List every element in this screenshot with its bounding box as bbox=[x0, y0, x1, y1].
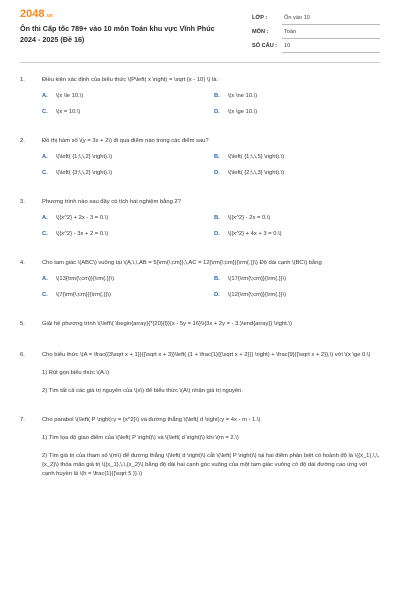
question-2 bbox=[20, 137, 380, 146]
sub-question: 2) Tìm tất cả các giá trị nguyên của \(x\) để biểu thức \(A\) nhận giá trị nguyên. bbox=[42, 388, 243, 394]
header-divider bbox=[20, 62, 380, 63]
question-text: Giải hệ phương trình \(\left\{ \begin{array}{*{20}{l}}{x - 5y = 16}\\{3x + 2y = - 3.}\end{array}} \right.\) bbox=[42, 321, 292, 327]
option-letter: A. bbox=[42, 93, 48, 99]
option-text: \(13{\rm{\;cm}}{\rm{.}}\) bbox=[55, 276, 115, 282]
option-text: \({x^2} - 2x = 0.\) bbox=[227, 215, 271, 221]
sub-question: 2) Tìm giá trị của tham số \(m\) để đường thẳng \(\left( d \right)\) cắt \(\left( P \right)\) tại hai điểm phân biệt có hoành độ là \({x_1},\,\,{x_2}\) thỏa mãn giá trị \({x_1},\,\,{x_2}\) bằng độ dài hai cạnh góc vuông của một tam giác vuông có độ dài đường cao ứng với cạnh huyền là \(h = \frac{1}{{\sqrt 5 }}.\) bbox=[42, 453, 380, 477]
option-letter: B. bbox=[214, 215, 220, 221]
question-6 bbox=[20, 351, 380, 360]
question-text: Cho tam giác \(ABC\) vuông tại \(A,\,\,AB = 5{\rm{\;cm}},\,AC = 12{\rm{\;cm}}{\rm{.}}\) Độ dài cạnh \(BC\) bằng bbox=[42, 260, 322, 266]
question-4 bbox=[20, 259, 380, 268]
site-logo[interactable] bbox=[20, 8, 53, 20]
exam-title-line2: 2024 - 2025 (Đề 16) bbox=[20, 35, 85, 44]
option-text: \({x^2} - 3x + 2 = 0.\) bbox=[55, 231, 109, 237]
option-a[interactable] bbox=[42, 93, 83, 99]
question-5 bbox=[20, 320, 380, 329]
option-letter: D. bbox=[214, 170, 220, 176]
logo-main: 2048 bbox=[20, 8, 45, 20]
option-c[interactable] bbox=[42, 231, 108, 237]
option-letter: B. bbox=[214, 154, 220, 160]
question-7 bbox=[20, 416, 380, 425]
question-number: 1. bbox=[20, 77, 25, 83]
meta-value: Toán bbox=[284, 29, 297, 35]
option-text: \(7{\rm{\;cm}}{\rm{.}}\) bbox=[55, 292, 111, 298]
options-row bbox=[42, 170, 380, 180]
option-d[interactable] bbox=[214, 292, 286, 298]
option-b[interactable] bbox=[214, 276, 286, 282]
options-row bbox=[42, 276, 380, 286]
meta-underline bbox=[282, 38, 380, 39]
meta-row-subject bbox=[250, 26, 380, 40]
question-number: 7. bbox=[20, 417, 25, 423]
option-letter: A. bbox=[42, 154, 48, 160]
exam-title-line1: Ôn thi Cấp tốc 789+ vào 10 môn Toán khu vực Vĩnh Phúc bbox=[20, 24, 215, 33]
question-text: Phương trình nào sau đây có tích hai nghiệm bằng 2? bbox=[42, 199, 181, 205]
option-text: \(\left( {1;\,\,2} \right).\) bbox=[55, 154, 113, 160]
option-text: \({x^2} + 4x + 3 = 0.\) bbox=[227, 231, 282, 237]
option-d[interactable] bbox=[214, 109, 257, 115]
exam-meta bbox=[250, 12, 380, 54]
meta-value: Ôn vào 10 bbox=[284, 15, 310, 21]
question-text: Cho biểu thức \(A = \frac{{3\sqrt x + 1}}{{\sqrt x + 3}}\left( {1 + \frac{1}{{\sqrt x + 2}}} \right) + \frac{9}{{\sqrt x + 2}},\) với \(x \ge 0.\) bbox=[42, 352, 371, 358]
option-letter: A. bbox=[42, 276, 48, 282]
option-letter: D. bbox=[214, 292, 220, 298]
question-text: Điều kiện xác định của biểu thức \(P\left( x \right) = \sqrt {x - 10} \) là: bbox=[42, 77, 219, 83]
option-letter: C. bbox=[42, 170, 48, 176]
meta-label: LỚP : bbox=[252, 15, 268, 21]
options-row bbox=[42, 93, 380, 103]
option-letter: A. bbox=[42, 215, 48, 221]
meta-row-class bbox=[250, 12, 380, 26]
question-number: 4. bbox=[20, 260, 25, 266]
option-letter: D. bbox=[214, 231, 220, 237]
question-text: Đồ thị hàm số \(y = 3x + 2\) đi qua điểm nào trong các điểm sau? bbox=[42, 138, 209, 144]
option-text: \(x = 10.\) bbox=[55, 109, 81, 115]
options-row bbox=[42, 109, 380, 119]
question-number: 5. bbox=[20, 321, 25, 327]
options-row bbox=[42, 292, 380, 302]
option-text: \(x \le 10.\) bbox=[55, 93, 84, 99]
option-a[interactable] bbox=[42, 215, 108, 221]
option-c[interactable] bbox=[42, 292, 111, 298]
option-b[interactable] bbox=[214, 215, 270, 221]
options-row bbox=[42, 215, 380, 225]
meta-value: 10 bbox=[284, 43, 291, 49]
option-a[interactable] bbox=[42, 154, 112, 160]
option-a[interactable] bbox=[42, 276, 114, 282]
option-text: \(\left( {1;\,\,5} \right).\) bbox=[227, 154, 285, 160]
meta-row-count bbox=[250, 40, 380, 54]
question-number: 6. bbox=[20, 352, 25, 358]
option-letter: B. bbox=[214, 93, 220, 99]
option-d[interactable] bbox=[214, 231, 282, 237]
exam-title bbox=[20, 23, 250, 45]
option-text: \(12{\rm{\;cm}}{\rm{.}}\) bbox=[227, 292, 287, 298]
option-b[interactable] bbox=[214, 93, 257, 99]
question-list bbox=[20, 76, 380, 479]
option-text: \(17{\rm{\;cm}}{\rm{.}}\) bbox=[227, 276, 287, 282]
option-text: \(\left( {2;\,\,3} \right).\) bbox=[227, 170, 285, 176]
options-row bbox=[42, 154, 380, 164]
question-3 bbox=[20, 198, 380, 207]
option-c[interactable] bbox=[42, 170, 112, 176]
option-text: \(x \ge 10.\) bbox=[227, 109, 258, 115]
question-number: 3. bbox=[20, 199, 25, 205]
option-text: \(x \ne 10.\) bbox=[227, 93, 258, 99]
option-letter: C. bbox=[42, 109, 48, 115]
option-letter: C. bbox=[42, 231, 48, 237]
question-1 bbox=[20, 76, 380, 85]
option-b[interactable] bbox=[214, 154, 284, 160]
option-d[interactable] bbox=[214, 170, 284, 176]
options-row bbox=[42, 231, 380, 241]
option-letter: B. bbox=[214, 276, 220, 282]
sub-question: 1) Tìm tọa độ giao điểm của \(\left( P \right)\) và \(\left( d \right)\) khi \(m = 2.\) bbox=[42, 435, 239, 441]
question-number: 2. bbox=[20, 138, 25, 144]
meta-label: MÔN : bbox=[252, 29, 269, 35]
option-letter: C. bbox=[42, 292, 48, 298]
option-text: \({x^2} + 2x - 3 = 0.\) bbox=[55, 215, 109, 221]
meta-label: SỐ CÂU : bbox=[252, 43, 278, 49]
question-text: Cho parabol \(\left( P \right):y = {x^2}\) và đường thẳng \(\left( d \right):y = 4x - m - 1.\) bbox=[42, 417, 261, 423]
meta-underline bbox=[282, 24, 380, 25]
meta-underline bbox=[282, 52, 380, 53]
logo-tld: .vn bbox=[45, 13, 53, 19]
option-c[interactable] bbox=[42, 109, 80, 115]
page-header bbox=[0, 0, 400, 60]
sub-question: 1) Rút gọn biểu thức \(A.\) bbox=[42, 370, 110, 376]
option-letter: D. bbox=[214, 109, 220, 115]
option-text: \(\left( {3;\,\,2} \right).\) bbox=[55, 170, 113, 176]
